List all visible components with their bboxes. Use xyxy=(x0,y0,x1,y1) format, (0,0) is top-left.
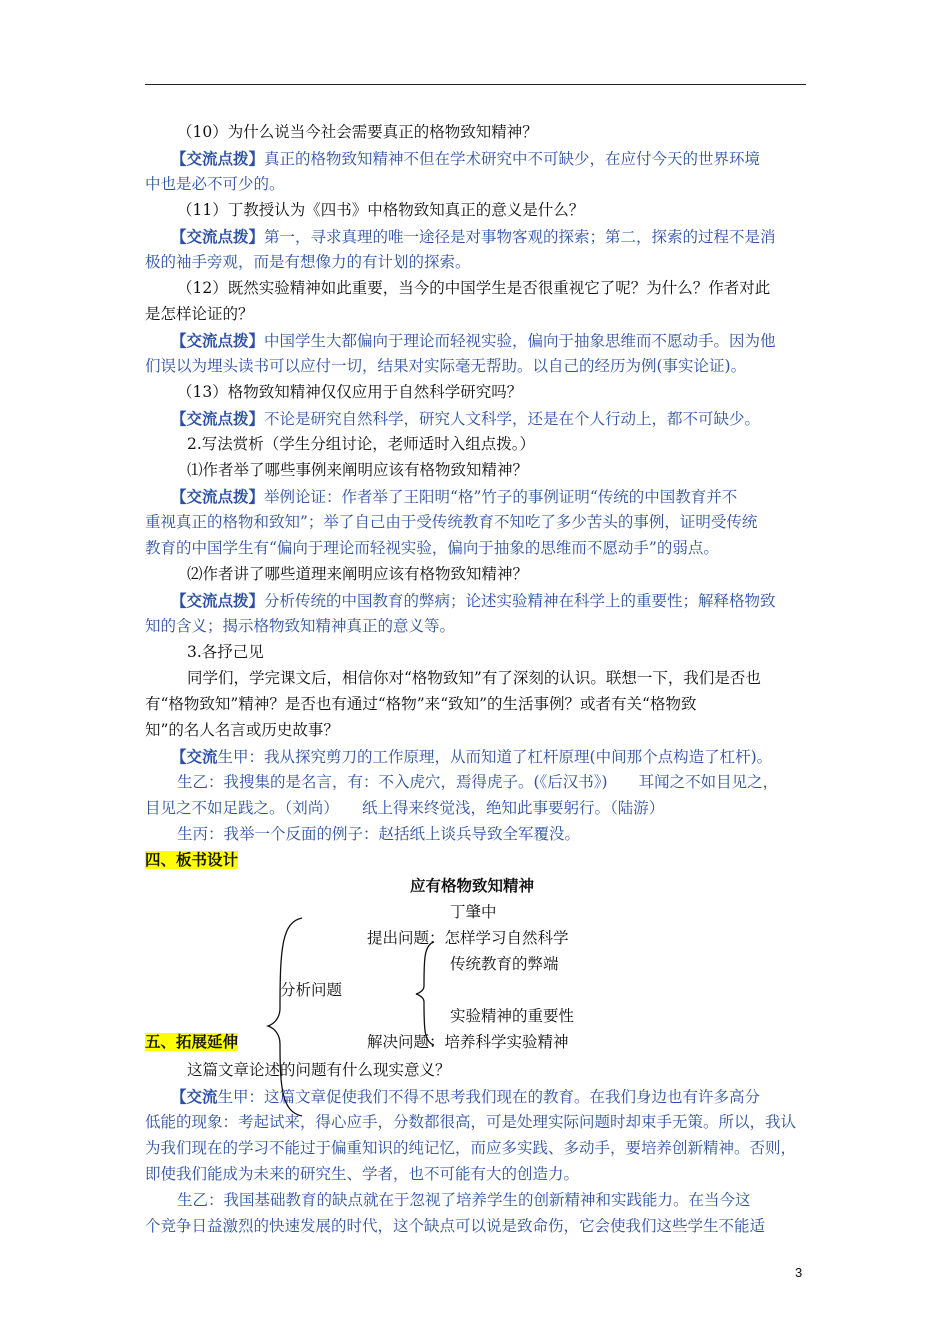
line-text: 举例论证：作者举了王阳明“格”竹子的事例证明“传统的中国教育并不 xyxy=(264,488,738,506)
line-text: 们误以为埋头读书可以应付一切，结果对实际毫无帮助。以自己的经历为例(事实论证)。 xyxy=(145,357,747,375)
answer-line xyxy=(171,406,760,432)
answer-label: 【交流点拨】 xyxy=(171,591,265,610)
text-line xyxy=(145,718,339,743)
line-text: 知”的名人名言或历史故事？ xyxy=(145,721,339,739)
board-brace-large xyxy=(268,918,308,1118)
text-line xyxy=(145,536,719,561)
line-text: 即使我们能成为未来的研究生、学者，也不可能有大的创造力。 xyxy=(145,1165,580,1183)
board-brace-small xyxy=(414,942,438,1046)
line-text: 中也是必不可少的。 xyxy=(145,175,285,193)
line-text: 重视真正的格物和致知”；举了自己由于受传统教育不知吃了多少苦头的事例，证明受传统 xyxy=(145,513,758,531)
line-text: 这篇文章论述的问题有什么现实意义？ xyxy=(187,1061,451,1079)
line-text: 分析传统的中国教育的弊病；论述实验精神在科学上的重要性；解释格物致 xyxy=(264,592,776,610)
section-heading-board xyxy=(145,848,238,873)
line-text: 生丙：我举一个反面的例子：赵括纸上谈兵导致全军覆没。 xyxy=(177,825,581,843)
line-text: 有“格物致知”精神？是否也有通过“格物”来“致知”的生活事例？或者有关“格物致 xyxy=(145,695,697,713)
board-analyze-label: 分析问题 xyxy=(280,981,343,999)
line-text: 教育的中国学生有“偏向于理论而轻视实验，偏向于抽象的思维而不愿动手”的弱点。 xyxy=(145,539,719,557)
line-text: （13）格物致知精神仅仅应用于自然科学研究吗？ xyxy=(177,383,523,401)
answer-label: 【交流点拨】 xyxy=(171,149,265,168)
line-text: 知的含义；揭示格物致知精神真正的意义等。 xyxy=(145,617,456,635)
section-heading-extension xyxy=(145,1030,238,1055)
text-line xyxy=(145,1110,796,1135)
board-author: 丁肇中 xyxy=(450,903,497,921)
header-rule xyxy=(145,84,806,85)
text-line xyxy=(145,250,471,275)
text-line xyxy=(145,510,757,535)
text-line xyxy=(187,432,535,457)
text-line xyxy=(145,1214,765,1239)
text-line xyxy=(177,198,584,223)
text-line xyxy=(187,640,264,665)
line-text: 同学们，学完课文后，相信你对“格物致知”有了深刻的认识。联想一下，我们是否也 xyxy=(187,669,761,687)
text-line xyxy=(187,1058,451,1083)
text-line xyxy=(145,172,285,197)
line-text: 中国学生大都偏向于理论而轻视实验，偏向于抽象思维而不愿动手。因为他 xyxy=(264,332,776,350)
line-text: 生甲：这篇文章促使我们不得不思考我们现在的教育。在我们身边也有许多高分 xyxy=(217,1088,761,1106)
line-text: 真正的格物致知精神不但在学术研究中不可缺少，在应付今天的世界环境 xyxy=(264,150,761,168)
answer-line xyxy=(171,744,772,770)
line-text: 极的袖手旁观，而是有想像力的有计划的探索。 xyxy=(145,253,471,271)
line-text: （11）丁教授认为《四书》中格物致知真正的意义是什么？ xyxy=(177,201,585,219)
board-raise-question xyxy=(367,926,569,951)
line-text: 是怎样论证的？ xyxy=(145,305,254,323)
text-line xyxy=(177,822,580,847)
answer-line xyxy=(171,146,760,172)
line-text: 生乙：我国基础教育的缺点就在于忽视了培养学生的创新精神和实践能力。在当今这 xyxy=(177,1191,751,1209)
text-line xyxy=(145,354,746,379)
answer-label: 【交流点拨】 xyxy=(171,409,265,428)
line-text: 3.各抒己见 xyxy=(187,643,264,661)
text-line xyxy=(177,770,778,795)
section-heading-text: 四、板书设计 xyxy=(145,851,239,869)
line-text: 2.写法赏析（学生分组讨论，老师适时入组点拨。） xyxy=(187,435,536,453)
line-text: 个竞争日益激烈的快速发展的时代，这个缺点可以说是致命伤，它会使我们这些学生不能适 xyxy=(145,1217,766,1235)
page-number: 3 xyxy=(795,1265,803,1280)
text-line xyxy=(177,276,770,301)
line-text: ⑴作者举了哪些事例来阐明应该有格物致知精神？ xyxy=(187,461,529,479)
text-line xyxy=(187,666,761,691)
answer-line xyxy=(171,224,776,250)
board-raise-text: 怎样学习自然科学 xyxy=(444,929,569,947)
text-line xyxy=(177,1188,751,1213)
answer-line xyxy=(171,588,776,614)
board-experiment: 实验精神的重要性 xyxy=(450,1007,575,1025)
text-line xyxy=(177,380,522,405)
line-text: 目见之不如足践之。（刘尚） 纸上得来终觉浅，绝知此事要躬行。（陆游） xyxy=(145,799,665,817)
text-line xyxy=(145,302,254,327)
line-text: 生甲：我从探究剪刀的工作原理，从而知道了杠杆原理(中间那个点构造了杠杆)。 xyxy=(217,748,773,766)
line-text: 生乙：我搜集的是名言，有：不入虎穴，焉得虎子。(《后汉书》) 耳闻之不如目见之， xyxy=(177,773,779,791)
line-text: 第一，寻求真理的唯一途径是对事物客观的探索；第二，探索的过程不是消 xyxy=(264,228,776,246)
answer-label: 【交流点拨】 xyxy=(171,331,265,350)
text-line xyxy=(145,796,664,821)
line-text: 为我们现在的学习不能过于偏重知识的纯记忆，而应多实践、多动手，要培养创新精神。否则， xyxy=(145,1139,797,1157)
line-text: 低能的现象：考起试来，得心应手，分数都很高，可是处理实际问题时却束手无策。所以，我认 xyxy=(145,1113,797,1131)
board-title: 应有格物致知精神 xyxy=(410,877,535,895)
line-text: （12）既然实验精神如此重要，当今的中国学生是否很重视它了呢？为什么？作者对此 xyxy=(177,279,771,297)
line-text: 不论是研究自然科学，研究人文科学，还是在个人行动上，都不可缺少。 xyxy=(264,410,761,428)
board-solve-label: 解决问题： xyxy=(367,1033,445,1051)
text-line xyxy=(145,692,696,717)
answer-label: 【交流 xyxy=(171,1087,218,1106)
board-raise-label: 提出问题： xyxy=(367,929,445,947)
answer-label: 【交流点拨】 xyxy=(171,227,265,246)
board-solve-text: 培养科学实验精神 xyxy=(444,1033,569,1051)
board-solve-question xyxy=(367,1030,569,1055)
answer-line xyxy=(171,1084,760,1110)
answer-line xyxy=(171,328,776,354)
answer-label: 【交流点拨】 xyxy=(171,487,265,506)
text-line xyxy=(187,562,528,587)
board-tradition: 传统教育的弊端 xyxy=(450,955,559,973)
text-line xyxy=(187,458,528,483)
text-line xyxy=(145,1162,579,1187)
answer-line xyxy=(171,484,737,510)
answer-label: 【交流 xyxy=(171,747,218,766)
text-line xyxy=(177,120,538,145)
text-line xyxy=(145,1136,796,1161)
text-line xyxy=(145,614,455,639)
line-text: （10）为什么说当今社会需要真正的格物致知精神？ xyxy=(177,123,538,141)
line-text: ⑵作者讲了哪些道理来阐明应该有格物致知精神？ xyxy=(187,565,529,583)
section-heading-text: 五、拓展延伸 xyxy=(145,1033,239,1051)
